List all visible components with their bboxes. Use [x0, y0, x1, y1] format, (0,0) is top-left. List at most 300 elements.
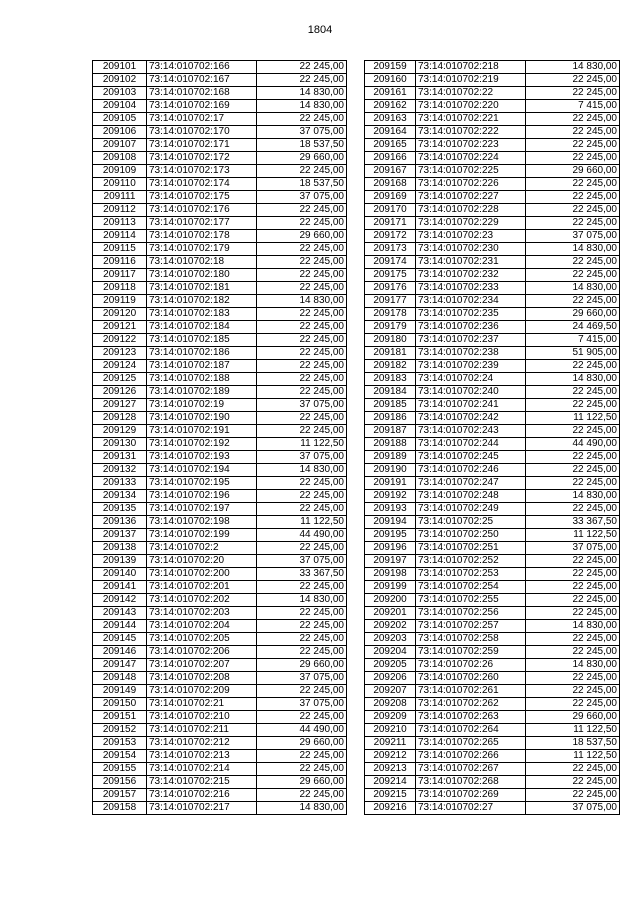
cadastral-number-cell: 73:14:010702:195 — [147, 477, 257, 490]
amount-cell: 14 830,00 — [526, 373, 620, 386]
table-row — [93, 256, 347, 269]
table-row — [365, 87, 620, 100]
amount-cell: 22 245,00 — [257, 477, 347, 490]
record-number-cell: 209126 — [93, 386, 147, 399]
record-number-cell: 209121 — [93, 321, 147, 334]
record-number-cell: 209192 — [365, 490, 416, 503]
table-row — [93, 139, 347, 152]
cadastral-number-cell: 73:14:010702:246 — [416, 464, 526, 477]
table-row — [365, 620, 620, 633]
cadastral-number-cell: 73:14:010702:174 — [147, 178, 257, 191]
record-number-cell: 209201 — [365, 607, 416, 620]
amount-cell: 37 075,00 — [526, 542, 620, 555]
amount-cell: 37 075,00 — [526, 230, 620, 243]
cadastral-number-cell: 73:14:010702:21 — [147, 698, 257, 711]
record-number-cell: 209152 — [93, 724, 147, 737]
record-number-cell: 209134 — [93, 490, 147, 503]
record-number-cell: 209202 — [365, 620, 416, 633]
cadastral-number-cell: 73:14:010702:265 — [416, 737, 526, 750]
table-row — [93, 555, 347, 568]
table-row — [365, 724, 620, 737]
cadastral-number-cell: 73:14:010702:217 — [147, 802, 257, 815]
cadastral-number-cell: 73:14:010702:183 — [147, 308, 257, 321]
amount-cell: 22 245,00 — [257, 685, 347, 698]
table-row — [93, 74, 347, 87]
cadastral-number-cell: 73:14:010702:257 — [416, 620, 526, 633]
cadastral-number-cell: 73:14:010702:187 — [147, 360, 257, 373]
amount-cell: 22 245,00 — [257, 425, 347, 438]
table-row — [365, 425, 620, 438]
cadastral-number-cell: 73:14:010702:175 — [147, 191, 257, 204]
parcel-table-left — [92, 60, 347, 815]
cadastral-number-cell: 73:14:010702:212 — [147, 737, 257, 750]
cadastral-number-cell: 73:14:010702:254 — [416, 581, 526, 594]
amount-cell: 37 075,00 — [257, 399, 347, 412]
cadastral-number-cell: 73:14:010702:26 — [416, 659, 526, 672]
amount-cell: 22 245,00 — [257, 61, 347, 74]
record-number-cell: 209190 — [365, 464, 416, 477]
record-number-cell: 209214 — [365, 776, 416, 789]
record-number-cell: 209113 — [93, 217, 147, 230]
record-number-cell: 209164 — [365, 126, 416, 139]
amount-cell: 22 245,00 — [526, 152, 620, 165]
amount-cell: 44 490,00 — [257, 529, 347, 542]
cadastral-number-cell: 73:14:010702:205 — [147, 633, 257, 646]
amount-cell: 18 537,50 — [526, 737, 620, 750]
cadastral-number-cell: 73:14:010702:227 — [416, 191, 526, 204]
record-number-cell: 209119 — [93, 295, 147, 308]
amount-cell: 22 245,00 — [526, 646, 620, 659]
record-number-cell: 209138 — [93, 542, 147, 555]
cadastral-number-cell: 73:14:010702:237 — [416, 334, 526, 347]
record-number-cell: 209179 — [365, 321, 416, 334]
table-row — [365, 464, 620, 477]
record-number-cell: 209188 — [365, 438, 416, 451]
amount-cell: 22 245,00 — [526, 126, 620, 139]
table-row — [93, 568, 347, 581]
cadastral-number-cell: 73:14:010702:25 — [416, 516, 526, 529]
amount-cell: 14 830,00 — [257, 594, 347, 607]
cadastral-number-cell: 73:14:010702:173 — [147, 165, 257, 178]
record-number-cell: 209186 — [365, 412, 416, 425]
table-row — [365, 165, 620, 178]
record-number-cell: 209211 — [365, 737, 416, 750]
amount-cell: 22 245,00 — [526, 113, 620, 126]
cadastral-number-cell: 73:14:010702:182 — [147, 295, 257, 308]
table-row — [93, 763, 347, 776]
record-number-cell: 209133 — [93, 477, 147, 490]
cadastral-number-cell: 73:14:010702:177 — [147, 217, 257, 230]
record-number-cell: 209127 — [93, 399, 147, 412]
record-number-cell: 209132 — [93, 464, 147, 477]
table-row — [365, 451, 620, 464]
record-number-cell: 209200 — [365, 594, 416, 607]
amount-cell: 22 245,00 — [526, 269, 620, 282]
record-number-cell: 209101 — [93, 61, 147, 74]
record-number-cell: 209167 — [365, 165, 416, 178]
cadastral-number-cell: 73:14:010702:194 — [147, 464, 257, 477]
record-number-cell: 209148 — [93, 672, 147, 685]
record-number-cell: 209195 — [365, 529, 416, 542]
amount-cell: 22 245,00 — [526, 256, 620, 269]
cadastral-number-cell: 73:14:010702:219 — [416, 74, 526, 87]
table-row — [365, 334, 620, 347]
record-number-cell: 209143 — [93, 607, 147, 620]
amount-cell: 22 245,00 — [257, 412, 347, 425]
amount-cell: 22 245,00 — [257, 204, 347, 217]
record-number-cell: 209209 — [365, 711, 416, 724]
cadastral-number-cell: 73:14:010702:252 — [416, 555, 526, 568]
table-row — [93, 425, 347, 438]
table-row — [93, 711, 347, 724]
amount-cell: 22 245,00 — [257, 620, 347, 633]
parcel-table-left-body — [93, 61, 347, 815]
table-row — [365, 607, 620, 620]
cadastral-number-cell: 73:14:010702:211 — [147, 724, 257, 737]
cadastral-number-cell: 73:14:010702:186 — [147, 347, 257, 360]
cadastral-number-cell: 73:14:010702:190 — [147, 412, 257, 425]
cadastral-number-cell: 73:14:010702:206 — [147, 646, 257, 659]
cadastral-number-cell: 73:14:010702:17 — [147, 113, 257, 126]
amount-cell: 37 075,00 — [257, 672, 347, 685]
record-number-cell: 209107 — [93, 139, 147, 152]
cadastral-number-cell: 73:14:010702:259 — [416, 646, 526, 659]
record-number-cell: 209178 — [365, 308, 416, 321]
table-row — [93, 282, 347, 295]
amount-cell: 22 245,00 — [257, 646, 347, 659]
record-number-cell: 209114 — [93, 230, 147, 243]
table-row — [365, 269, 620, 282]
amount-cell: 11 122,50 — [526, 529, 620, 542]
record-number-cell: 209150 — [93, 698, 147, 711]
record-number-cell: 209115 — [93, 243, 147, 256]
amount-cell: 22 245,00 — [526, 217, 620, 230]
amount-cell: 22 245,00 — [526, 386, 620, 399]
table-row — [93, 698, 347, 711]
record-number-cell: 209112 — [93, 204, 147, 217]
table-row — [365, 581, 620, 594]
amount-cell: 22 245,00 — [526, 360, 620, 373]
amount-cell: 14 830,00 — [526, 659, 620, 672]
amount-cell: 29 660,00 — [257, 152, 347, 165]
table-row — [93, 373, 347, 386]
amount-cell: 22 245,00 — [526, 776, 620, 789]
table-row — [93, 594, 347, 607]
cadastral-number-cell: 73:14:010702:224 — [416, 152, 526, 165]
amount-cell: 44 490,00 — [526, 438, 620, 451]
table-row — [365, 633, 620, 646]
amount-cell: 22 245,00 — [526, 594, 620, 607]
amount-cell: 22 245,00 — [526, 139, 620, 152]
amount-cell: 14 830,00 — [257, 802, 347, 815]
record-number-cell: 209108 — [93, 152, 147, 165]
amount-cell: 33 367,50 — [257, 568, 347, 581]
amount-cell: 11 122,50 — [526, 412, 620, 425]
cadastral-number-cell: 73:14:010702:203 — [147, 607, 257, 620]
table-row — [365, 529, 620, 542]
amount-cell: 22 245,00 — [526, 204, 620, 217]
record-number-cell: 209180 — [365, 334, 416, 347]
record-number-cell: 209160 — [365, 74, 416, 87]
table-row — [93, 100, 347, 113]
table-row — [365, 412, 620, 425]
record-number-cell: 209159 — [365, 61, 416, 74]
cadastral-number-cell: 73:14:010702:172 — [147, 152, 257, 165]
amount-cell: 22 245,00 — [257, 308, 347, 321]
amount-cell: 22 245,00 — [257, 165, 347, 178]
table-row — [365, 308, 620, 321]
cadastral-number-cell: 73:14:010702:27 — [416, 802, 526, 815]
cadastral-number-cell: 73:14:010702:240 — [416, 386, 526, 399]
record-number-cell: 209129 — [93, 425, 147, 438]
record-number-cell: 209117 — [93, 269, 147, 282]
table-row — [93, 724, 347, 737]
amount-cell: 11 122,50 — [257, 438, 347, 451]
cadastral-number-cell: 73:14:010702:255 — [416, 594, 526, 607]
record-number-cell: 209154 — [93, 750, 147, 763]
amount-cell: 22 245,00 — [257, 282, 347, 295]
record-number-cell: 209125 — [93, 373, 147, 386]
table-row — [365, 503, 620, 516]
cadastral-number-cell: 73:14:010702:208 — [147, 672, 257, 685]
amount-cell: 22 245,00 — [526, 685, 620, 698]
record-number-cell: 209189 — [365, 451, 416, 464]
amount-cell: 22 245,00 — [257, 334, 347, 347]
amount-cell: 11 122,50 — [526, 724, 620, 737]
amount-cell: 14 830,00 — [526, 620, 620, 633]
record-number-cell: 209142 — [93, 594, 147, 607]
record-number-cell: 209128 — [93, 412, 147, 425]
record-number-cell: 209185 — [365, 399, 416, 412]
table-row — [93, 516, 347, 529]
record-number-cell: 209171 — [365, 217, 416, 230]
amount-cell: 7 415,00 — [526, 334, 620, 347]
table-row — [93, 490, 347, 503]
cadastral-number-cell: 73:14:010702:267 — [416, 763, 526, 776]
amount-cell: 22 245,00 — [257, 373, 347, 386]
amount-cell: 29 660,00 — [526, 308, 620, 321]
record-number-cell: 209208 — [365, 698, 416, 711]
amount-cell: 22 245,00 — [257, 113, 347, 126]
record-number-cell: 209105 — [93, 113, 147, 126]
cadastral-number-cell: 73:14:010702:269 — [416, 789, 526, 802]
table-row — [365, 802, 620, 815]
table-row — [93, 776, 347, 789]
cadastral-number-cell: 73:14:010702:243 — [416, 425, 526, 438]
cadastral-number-cell: 73:14:010702:228 — [416, 204, 526, 217]
record-number-cell: 209111 — [93, 191, 147, 204]
table-row — [93, 178, 347, 191]
amount-cell: 22 245,00 — [257, 74, 347, 87]
amount-cell: 22 245,00 — [526, 633, 620, 646]
record-number-cell: 209109 — [93, 165, 147, 178]
table-row — [365, 204, 620, 217]
table-row — [365, 685, 620, 698]
record-number-cell: 209140 — [93, 568, 147, 581]
amount-cell: 22 245,00 — [526, 568, 620, 581]
record-number-cell: 209130 — [93, 438, 147, 451]
cadastral-number-cell: 73:14:010702:170 — [147, 126, 257, 139]
record-number-cell: 209116 — [93, 256, 147, 269]
cadastral-number-cell: 73:14:010702:201 — [147, 581, 257, 594]
table-row — [365, 594, 620, 607]
table-row — [365, 672, 620, 685]
table-row — [365, 568, 620, 581]
table-row — [93, 646, 347, 659]
amount-cell: 22 245,00 — [257, 763, 347, 776]
record-number-cell: 209151 — [93, 711, 147, 724]
cadastral-number-cell: 73:14:010702:193 — [147, 451, 257, 464]
amount-cell: 22 245,00 — [526, 555, 620, 568]
cadastral-number-cell: 73:14:010702:263 — [416, 711, 526, 724]
record-number-cell: 209182 — [365, 360, 416, 373]
table-row — [365, 477, 620, 490]
table-row — [365, 659, 620, 672]
table-row — [93, 438, 347, 451]
record-number-cell: 209181 — [365, 347, 416, 360]
table-row — [365, 360, 620, 373]
cadastral-number-cell: 73:14:010702:248 — [416, 490, 526, 503]
record-number-cell: 209120 — [93, 308, 147, 321]
record-number-cell: 209118 — [93, 282, 147, 295]
amount-cell: 22 245,00 — [257, 503, 347, 516]
record-number-cell: 209104 — [93, 100, 147, 113]
table-row — [365, 61, 620, 74]
table-row — [365, 217, 620, 230]
cadastral-number-cell: 73:14:010702:229 — [416, 217, 526, 230]
cadastral-number-cell: 73:14:010702:185 — [147, 334, 257, 347]
table-row — [93, 126, 347, 139]
cadastral-number-cell: 73:14:010702:250 — [416, 529, 526, 542]
cadastral-number-cell: 73:14:010702:179 — [147, 243, 257, 256]
cadastral-number-cell: 73:14:010702:188 — [147, 373, 257, 386]
table-row — [365, 191, 620, 204]
record-number-cell: 209157 — [93, 789, 147, 802]
record-number-cell: 209175 — [365, 269, 416, 282]
table-row — [93, 321, 347, 334]
record-number-cell: 209197 — [365, 555, 416, 568]
cadastral-number-cell: 73:14:010702:236 — [416, 321, 526, 334]
table-row — [365, 74, 620, 87]
table-row — [365, 763, 620, 776]
record-number-cell: 209204 — [365, 646, 416, 659]
table-row — [365, 347, 620, 360]
record-number-cell: 209156 — [93, 776, 147, 789]
table-row — [93, 607, 347, 620]
amount-cell: 22 245,00 — [257, 386, 347, 399]
table-row — [93, 113, 347, 126]
table-row — [365, 230, 620, 243]
record-number-cell: 209213 — [365, 763, 416, 776]
cadastral-number-cell: 73:14:010702:232 — [416, 269, 526, 282]
cadastral-number-cell: 73:14:010702:245 — [416, 451, 526, 464]
cadastral-number-cell: 73:14:010702:207 — [147, 659, 257, 672]
table-row — [93, 360, 347, 373]
record-number-cell: 209149 — [93, 685, 147, 698]
table-row — [93, 412, 347, 425]
amount-cell: 11 122,50 — [257, 516, 347, 529]
table-row — [93, 308, 347, 321]
cadastral-number-cell: 73:14:010702:226 — [416, 178, 526, 191]
record-number-cell: 209168 — [365, 178, 416, 191]
cadastral-number-cell: 73:14:010702:202 — [147, 594, 257, 607]
table-row — [93, 802, 347, 815]
cadastral-number-cell: 73:14:010702:166 — [147, 61, 257, 74]
record-number-cell: 209166 — [365, 152, 416, 165]
cadastral-number-cell: 73:14:010702:176 — [147, 204, 257, 217]
cadastral-number-cell: 73:14:010702:241 — [416, 399, 526, 412]
amount-cell: 7 415,00 — [526, 100, 620, 113]
table-row — [93, 152, 347, 165]
cadastral-number-cell: 73:14:010702:231 — [416, 256, 526, 269]
table-row — [93, 750, 347, 763]
amount-cell: 22 245,00 — [526, 581, 620, 594]
amount-cell: 14 830,00 — [526, 243, 620, 256]
amount-cell: 22 245,00 — [526, 477, 620, 490]
amount-cell: 22 245,00 — [526, 191, 620, 204]
amount-cell: 22 245,00 — [257, 256, 347, 269]
amount-cell: 22 245,00 — [257, 490, 347, 503]
table-row — [93, 542, 347, 555]
table-row — [365, 321, 620, 334]
table-row — [93, 87, 347, 100]
amount-cell: 22 245,00 — [526, 399, 620, 412]
cadastral-number-cell: 73:14:010702:20 — [147, 555, 257, 568]
table-row — [365, 438, 620, 451]
table-row — [365, 646, 620, 659]
amount-cell: 22 245,00 — [257, 360, 347, 373]
table-row — [365, 139, 620, 152]
table-row — [365, 113, 620, 126]
cadastral-number-cell: 73:14:010702:251 — [416, 542, 526, 555]
cadastral-number-cell: 73:14:010702:256 — [416, 607, 526, 620]
record-number-cell: 209206 — [365, 672, 416, 685]
amount-cell: 22 245,00 — [257, 711, 347, 724]
table-row — [365, 152, 620, 165]
record-number-cell: 209172 — [365, 230, 416, 243]
record-number-cell: 209191 — [365, 477, 416, 490]
table-row — [93, 477, 347, 490]
table-row — [93, 386, 347, 399]
amount-cell: 14 830,00 — [257, 100, 347, 113]
record-number-cell: 209106 — [93, 126, 147, 139]
amount-cell: 22 245,00 — [526, 87, 620, 100]
record-number-cell: 209124 — [93, 360, 147, 373]
amount-cell: 44 490,00 — [257, 724, 347, 737]
amount-cell: 37 075,00 — [257, 698, 347, 711]
record-number-cell: 209177 — [365, 295, 416, 308]
table-row — [93, 451, 347, 464]
record-number-cell: 209144 — [93, 620, 147, 633]
amount-cell: 14 830,00 — [257, 464, 347, 477]
table-row — [365, 100, 620, 113]
record-number-cell: 209207 — [365, 685, 416, 698]
cadastral-number-cell: 73:14:010702:192 — [147, 438, 257, 451]
table-row — [365, 126, 620, 139]
amount-cell: 22 245,00 — [257, 607, 347, 620]
table-row — [93, 191, 347, 204]
amount-cell: 29 660,00 — [526, 165, 620, 178]
cadastral-number-cell: 73:14:010702:225 — [416, 165, 526, 178]
record-number-cell: 209212 — [365, 750, 416, 763]
table-row — [93, 789, 347, 802]
record-number-cell: 209184 — [365, 386, 416, 399]
table-row — [365, 555, 620, 568]
cadastral-number-cell: 73:14:010702:204 — [147, 620, 257, 633]
amount-cell: 22 245,00 — [526, 451, 620, 464]
cadastral-number-cell: 73:14:010702:191 — [147, 425, 257, 438]
cadastral-number-cell: 73:14:010702:213 — [147, 750, 257, 763]
